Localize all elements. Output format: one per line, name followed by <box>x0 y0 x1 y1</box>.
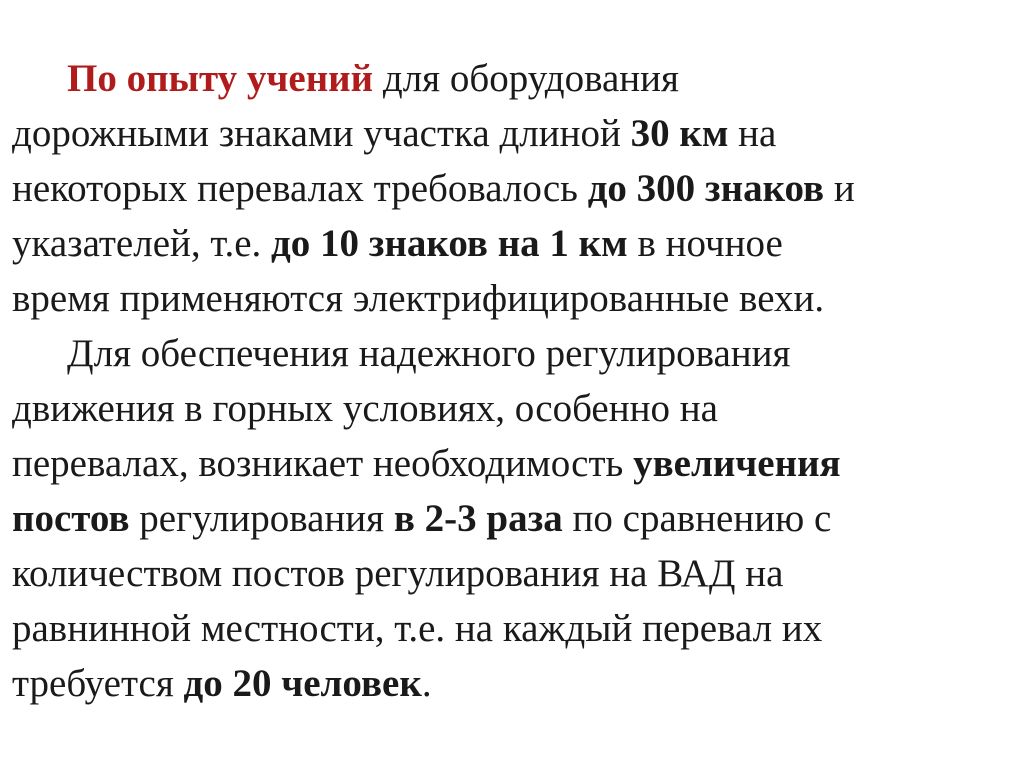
text-segment: перевалах, возникает необходимость <box>12 442 634 485</box>
text-segment: . <box>421 662 432 705</box>
text-segment: дорожными знаками участка длиной <box>12 112 631 155</box>
bold-segment: до 300 знаков <box>587 167 825 210</box>
text-segment: для оборудования <box>373 57 679 100</box>
text-segment: регулирования <box>129 497 394 540</box>
paragraph-1-line-2 <box>12 111 776 157</box>
bold-segment: увеличения <box>633 442 841 485</box>
highlight-phrase: По опыту учений <box>67 57 374 100</box>
paragraph-2-line-7 <box>12 661 432 707</box>
bold-segment: постов <box>12 497 130 540</box>
paragraph-1-line-4 <box>12 221 783 267</box>
paragraph-2-line-3 <box>12 441 841 487</box>
paragraph-1-line-1 <box>67 56 679 102</box>
paragraph-1-line-3 <box>12 166 855 212</box>
paragraph-2-line-6: равнинной местности, т.е. на каждый перевал их <box>12 607 823 650</box>
bold-segment: 30 км <box>630 112 729 155</box>
text-segment: указателей, т.е. <box>12 222 272 265</box>
text-segment: некоторых перевалах требовалось <box>12 167 588 210</box>
text-segment: и <box>824 167 855 210</box>
paragraph-1-line-5: время применяются электрифицированные вехи. <box>12 277 825 320</box>
bold-segment: до 10 знаков на 1 км <box>271 222 628 265</box>
text-segment: по сравнению с <box>562 497 832 540</box>
bold-segment: в 2-3 раза <box>393 497 563 540</box>
paragraph-2-line-4 <box>12 496 831 542</box>
text-segment: на <box>728 112 777 155</box>
text-segment: в ночное <box>627 222 783 265</box>
text-segment: требуется <box>12 662 184 705</box>
bold-segment: до 20 человек <box>183 662 422 705</box>
paragraph-2-line-1: Для обеспечения надежного регулирования <box>67 332 791 375</box>
paragraph-2-line-2: движения в горных условиях, особенно на <box>12 387 718 430</box>
paragraph-2-line-5: количеством постов регулирования на ВАД на <box>12 552 784 595</box>
